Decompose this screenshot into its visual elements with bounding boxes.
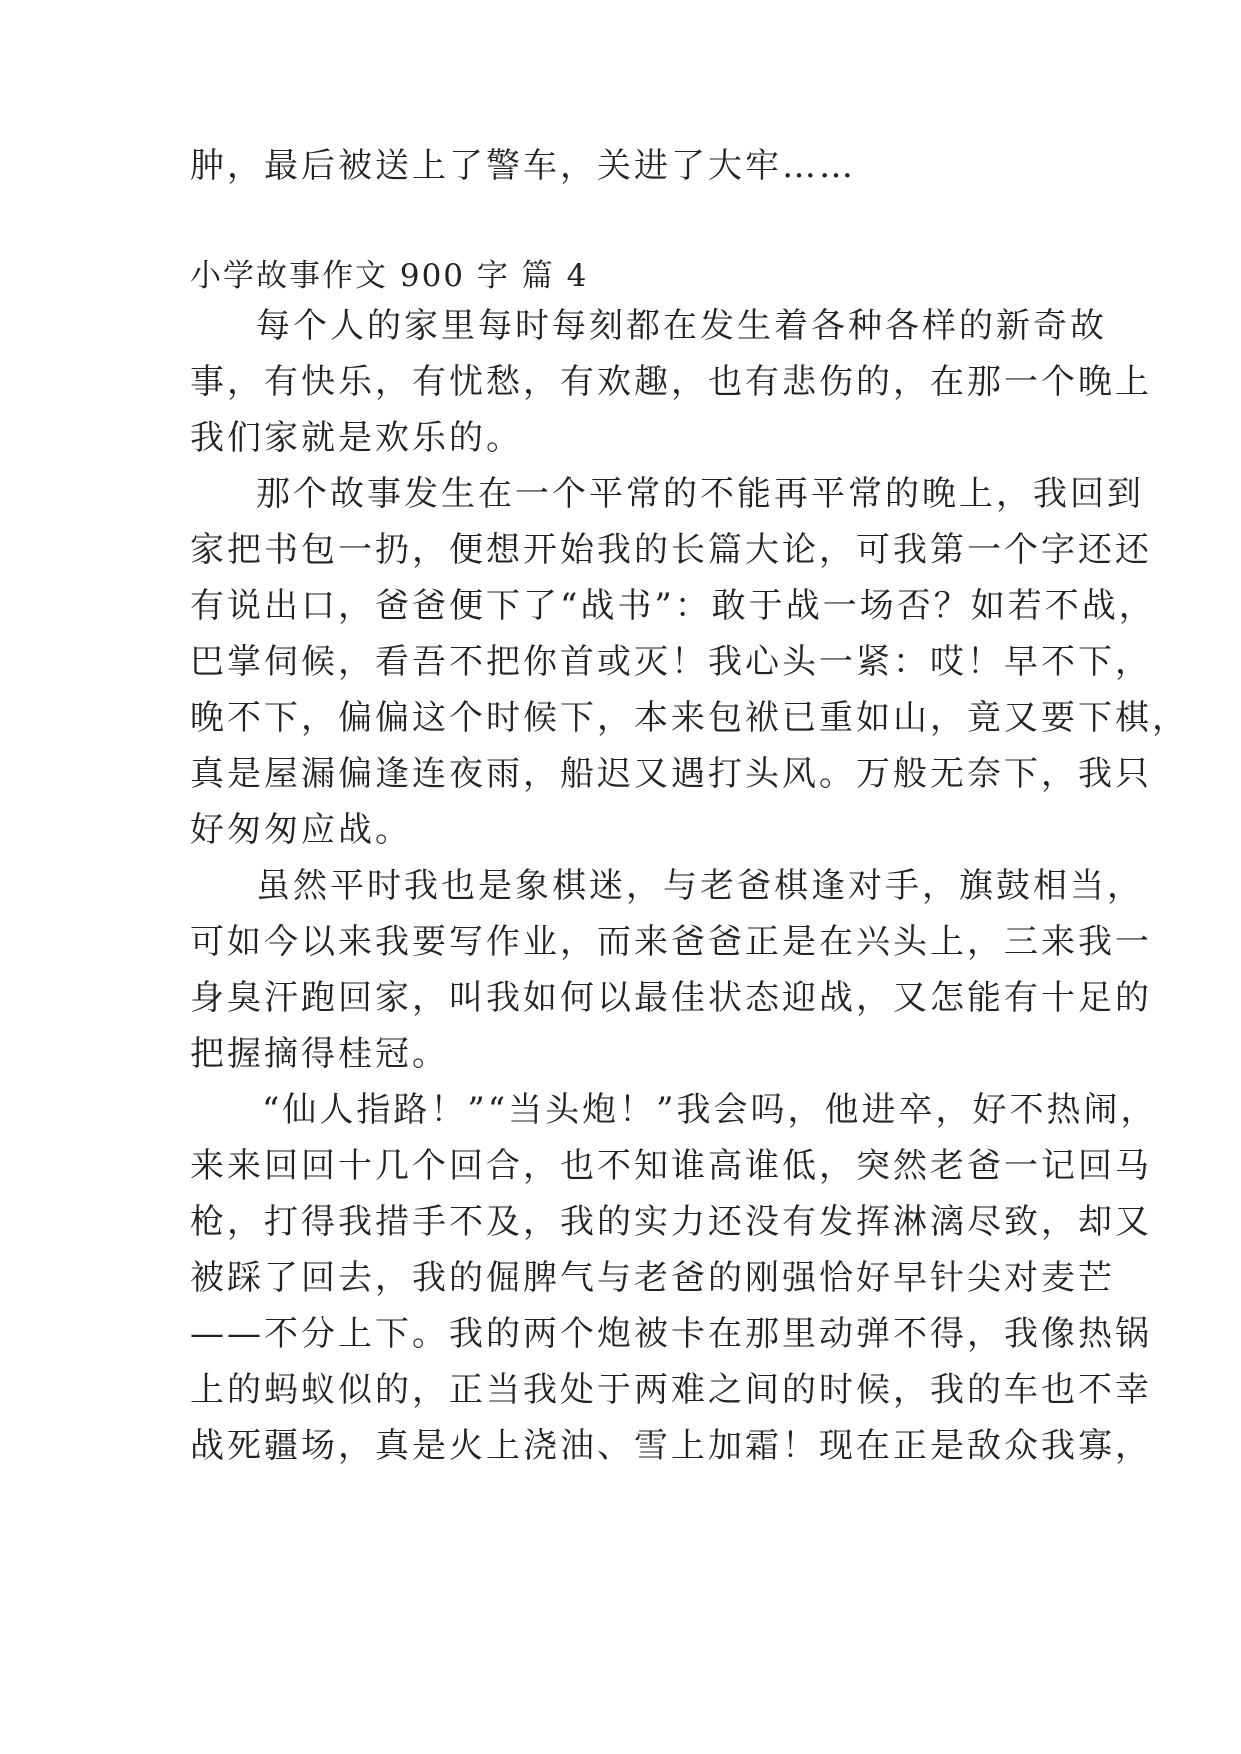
paragraph-4-line-6: 上的蚂蚁似的，正当我处于两难之间的时候，我的车也不幸 bbox=[190, 1370, 1152, 1410]
paragraph-2-line-3: 有说出口，爸爸便下了“战书”：敢于战一场否？如若不战， bbox=[190, 586, 1156, 626]
paragraph-4-line-1: “仙人指路！”“当头炮！”我会吗，他进卒，好不热闹， bbox=[262, 1090, 1158, 1130]
paragraph-1-line-2: 事，有快乐，有忧愁，有欢趣，也有悲伤的，在那一个晚上 bbox=[190, 362, 1152, 402]
paragraph-3-line-4: 把握摘得桂冠。 bbox=[190, 1034, 449, 1074]
paragraph-2-line-2: 家把书包一扔，便想开始我的长篇大论，可我第一个字还还 bbox=[190, 530, 1152, 570]
paragraph-4-line-2: 来来回回十几个回合，也不知谁高谁低，突然老爸一记回马 bbox=[190, 1146, 1152, 1186]
paragraph-1-line-1: 每个人的家里每时每刻都在发生着各种各样的新奇故 bbox=[256, 306, 1107, 346]
section-heading: 小学故事作文 900 字 篇 4 bbox=[190, 258, 589, 294]
paragraph-2-line-7: 好匆匆应战。 bbox=[190, 810, 412, 850]
paragraph-3-line-1: 虽然平时我也是象棋迷，与老爸棋逢对手，旗鼓相当， bbox=[256, 866, 1144, 906]
paragraph-4-line-5: ——不分上下。我的两个炮被卡在那里动弹不得，我像热锅 bbox=[190, 1314, 1152, 1354]
paragraph-2-line-5: 晚不下，偏偏这个时候下，本来包袱已重如山，竟又要下棋， bbox=[190, 698, 1189, 738]
paragraph-1-line-3: 我们家就是欢乐的。 bbox=[190, 418, 523, 458]
paragraph-4-line-7: 战死疆场，真是火上浇油、雪上加霜！现在正是敌众我寡， bbox=[190, 1426, 1152, 1466]
paragraph-4-line-4: 被踩了回去，我的倔脾气与老爸的刚强恰好早针尖对麦芒 bbox=[190, 1258, 1115, 1298]
paragraph-3-line-3: 身臭汗跑回家，叫我如何以最佳状态迎战，又怎能有十足的 bbox=[190, 978, 1152, 1018]
paragraph-2-line-4: 巴掌伺候，看吾不把你首或灭！我心头一紧：哎！早不下， bbox=[190, 642, 1152, 682]
paragraph-2-line-6: 真是屋漏偏逢连夜雨，船迟又遇打头风。万般无奈下，我只 bbox=[190, 754, 1152, 794]
paragraph-2-line-1: 那个故事发生在一个平常的不能再平常的晚上，我回到 bbox=[256, 474, 1144, 514]
paragraph-3-line-2: 可如今以来我要写作业，而来爸爸正是在兴头上，三来我一 bbox=[190, 922, 1152, 962]
paragraph-4-line-3: 枪，打得我措手不及，我的实力还没有发挥淋漓尽致，却又 bbox=[190, 1202, 1152, 1242]
continuation-line: 肿，最后被送上了警车，关进了大牢…… bbox=[190, 146, 856, 186]
